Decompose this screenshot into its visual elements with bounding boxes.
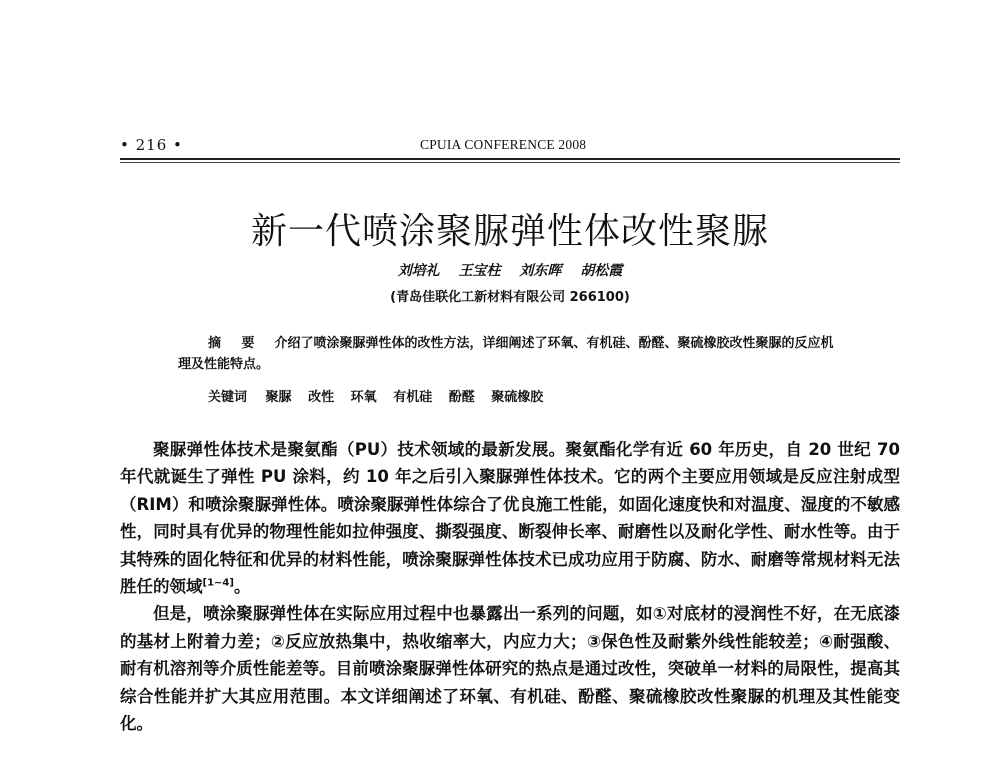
keyword: 环氧 bbox=[350, 390, 377, 405]
paragraph-2: 但是，喷涂聚脲弹性体在实际应用过程中也暴露出一系列的问题，如①对底材的浸润性不好，在无底漆的基材上附着力差；②反应放热集中，热收缩率大，内应力大；③保色性及耐紫外线性能较差；④耐强酸、耐有机溶剂等介质性能差等。目前喷涂聚脲弹性体研究的热点是通过改性，突破单一材料的局限性，提高其综合性能并扩大其应用范围。本文详细阐述了环氧、有机硅、酚醛、聚硫橡胶改性聚脲的机理及其性能变化。 bbox=[120, 604, 900, 734]
paper-title: 新一代喷涂聚脲弹性体改性聚脲 bbox=[250, 211, 769, 252]
header-rule-thin bbox=[120, 162, 900, 163]
keyword: 酚醛 bbox=[448, 390, 475, 405]
citation-ref: [1~4] bbox=[202, 577, 234, 589]
page-number: • 216 • bbox=[120, 136, 183, 154]
keyword: 改性 bbox=[308, 390, 335, 405]
body-text bbox=[120, 436, 900, 737]
header-rule-thick bbox=[120, 158, 900, 160]
author-list: 刘培礼 王宝柱 刘东晖 胡松霞 bbox=[397, 263, 623, 279]
paragraph-1 bbox=[120, 436, 900, 600]
journal-name: CPUIA CONFERENCE 2008 bbox=[420, 137, 587, 152]
keyword: 有机硅 bbox=[393, 390, 433, 405]
paragraph-1-end: 。 bbox=[233, 577, 251, 597]
keyword: 聚脲 bbox=[265, 390, 292, 405]
paragraph-1-text: 聚脲弹性体技术是聚氨酯（PU）技术领域的最新发展。聚氨酯化学有近 60 年历史，自 20 世纪 70 年代就诞生了弹性 PU 涂料，约 10 年之后引入聚脲弹性体技术。它的两个主要应用领域是反应注射成型（RIM）和喷涂聚脲弹性体。喷涂聚脲弹性体综合了优良施工性能，如固化速度快和对温度、湿度的不敏感性，同时具有优异的物理性能如拉伸强度、撕裂强度、断裂伸长率、耐磨性以及耐化学性、耐水性等。由于其特殊的固化特征和优异的材料性能，喷涂聚脲弹性体技术已成功应用于防腐、防水、耐磨等常规材料无法胜任的领域 bbox=[120, 440, 900, 597]
running-header bbox=[120, 136, 900, 158]
keywords-label: 关键词 bbox=[208, 390, 248, 405]
abstract-label: 摘 要 bbox=[208, 336, 263, 351]
abstract-text: 介绍了喷涂聚脲弹性体的改性方法，详细阐述了环氧、有机硅、酚醛、聚硫橡胶改性聚脲的反应机理及性能特点。 bbox=[178, 336, 834, 372]
keywords bbox=[208, 386, 555, 405]
affiliation: (青岛佳联化工新材料有限公司 266100) bbox=[390, 290, 630, 305]
abstract bbox=[178, 333, 838, 375]
keyword: 聚硫橡胶 bbox=[491, 390, 544, 405]
